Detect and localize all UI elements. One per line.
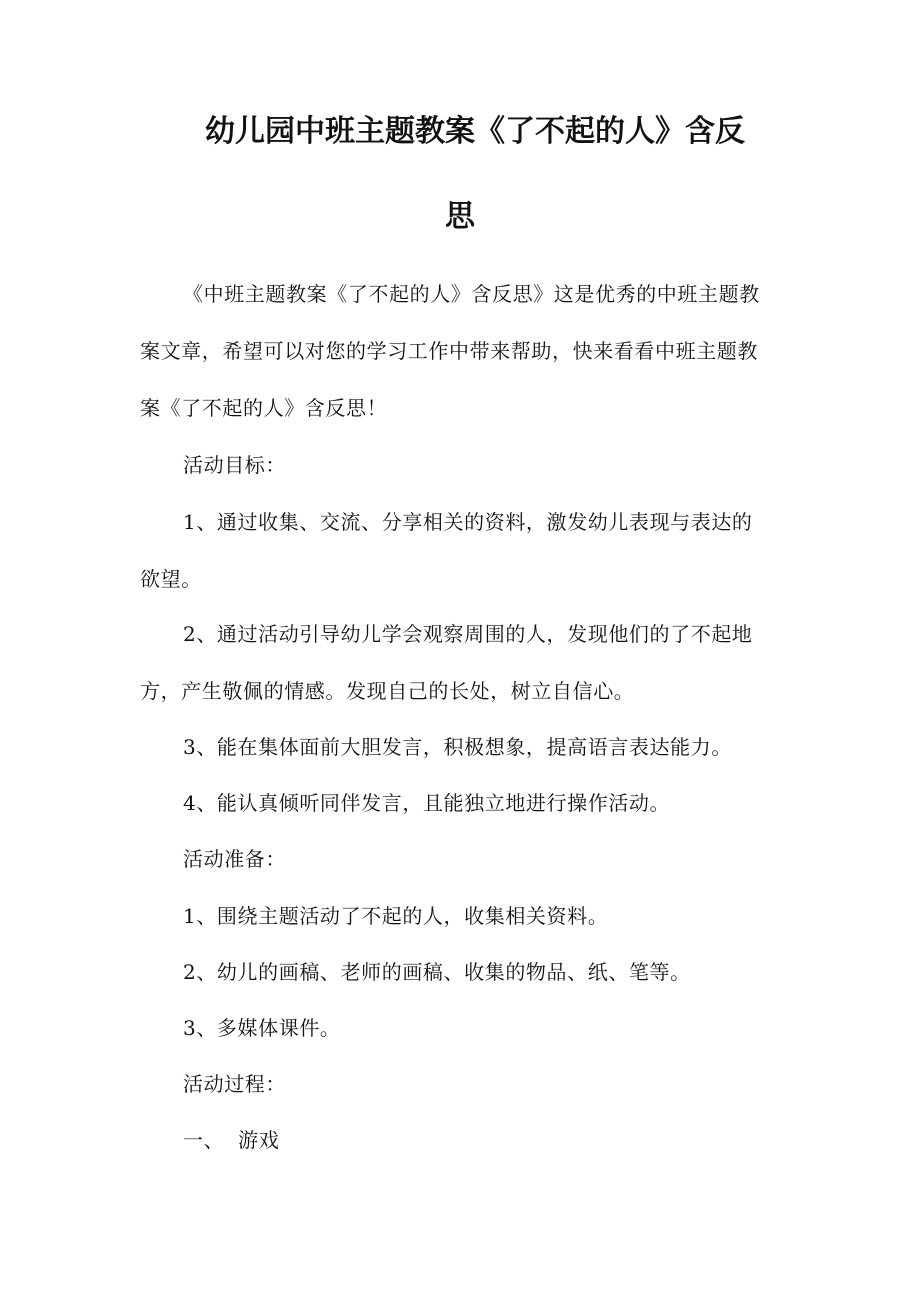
prep-1: 1、围绕主题活动了不起的人，收集相关资料。	[183, 904, 609, 928]
process-step-1: 一、 游戏	[183, 1128, 280, 1152]
prep-2: 2、幼儿的画稿、老师的画稿、收集的物品、纸、笔等。	[183, 960, 691, 984]
intro-line-2: 案文章，希望可以对您的学习工作中带来帮助，快来看看中班主题教	[140, 339, 758, 363]
process-heading: 活动过程：	[183, 1072, 286, 1096]
goal-1-line-2: 欲望。	[140, 567, 202, 591]
intro-line-1: 《中班主题教案《了不起的人》含反思》这是优秀的中班主题教	[183, 282, 760, 306]
intro-line-3: 案《了不起的人》含反思！	[140, 396, 388, 420]
goal-1-line-1: 1、通过收集、交流、分享相关的资料，激发幼儿表现与表达的	[183, 510, 753, 534]
document-title-line-1: 幼儿园中班主题教案《了不起的人》含反	[205, 114, 745, 149]
goal-2-line-2: 方，产生敬佩的情感。发现自己的长处，树立自信心。	[140, 679, 635, 703]
goals-heading: 活动目标：	[183, 453, 286, 477]
goal-2-line-1: 2、通过活动引导幼儿学会观察周围的人，发现他们的了不起地	[183, 622, 753, 646]
goal-3: 3、能在集体面前大胆发言，积极想象，提高语言表达能力。	[183, 735, 732, 759]
document-title-line-2: 思	[445, 199, 475, 234]
prep-heading: 活动准备：	[183, 847, 286, 871]
goal-4: 4、能认真倾听同伴发言，且能独立地进行操作活动。	[183, 791, 671, 815]
prep-3: 3、多媒体课件。	[183, 1016, 341, 1040]
